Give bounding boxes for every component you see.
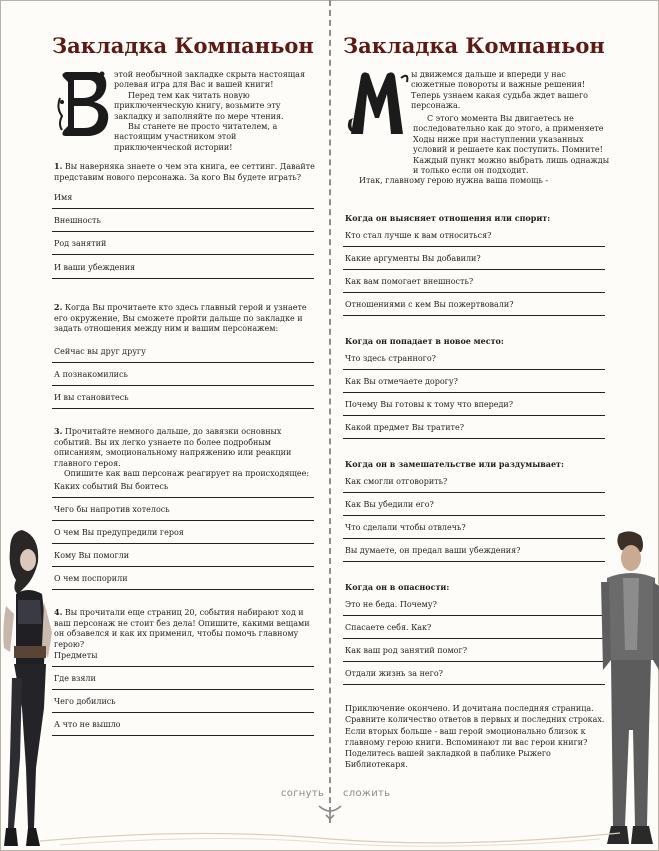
field-confusion-2[interactable]: Как Вы убедили его?	[343, 494, 605, 516]
right-intro-rest: С этого момента Вы двигаетесь не последовательно как до этого, а применяете Ходы ниже при наступлении указанных условий и решаете как поступить. Помните! Каждый пункт можно выбрать лишь однажды и только если он подходит. Итак, главному герою нужна ваша помощь -	[359, 114, 610, 186]
field-fears[interactable]: Каких событий Вы боитесь	[52, 476, 314, 498]
field-dispute-2[interactable]: Какие аргументы Вы добавили?	[343, 248, 605, 270]
field-danger-2[interactable]: Спасаете себя. Как?	[343, 617, 605, 639]
field-met[interactable]: А познакомились	[52, 364, 314, 386]
field-place-1[interactable]: Что здесь странного?	[343, 348, 605, 370]
section-heading-dispute: Когда он выясняет отношения или спорит:	[345, 213, 551, 223]
outro-text: Приключение окончено. И дочитана последняя страница. Сравните количество ответов в первых и последних строках. Если вторых больше - ваш герой эмоционально близок к главному герою книги. Вспоминают ли вас герои книги? Поделитесь вашей закладкой в паблике Рыжего Библиотекаря.	[345, 704, 605, 770]
question-3: 3. Прочитайте немного дальше, до завязки основных событий. Вы их легко узнаете по более подробным описаниям, эмоциональному напряжению или реакции главного героя. Опишите как ваш персонаж реагирует на происходящее:	[54, 426, 310, 479]
section-heading-danger: Когда он в опасности:	[345, 582, 450, 592]
field-occupation[interactable]: Род занятий	[52, 233, 314, 255]
field-confusion-1[interactable]: Как смогли отговорить?	[343, 471, 605, 493]
left-intro: этой необычной закладке скрыта настоящая ролевая игра для Вас и вашей книги! Перед тем как читать новую приключенческую книгу, возьмите эту закладку и заполняйте по мере чтения. Вы станете не просто читателем, а настоящим участником этой приключенческой истории!	[114, 70, 305, 152]
male-character-illustration	[597, 530, 659, 848]
left-title: Закладка Компаньон	[52, 33, 314, 58]
field-where-taken[interactable]: Где взяли	[52, 668, 314, 690]
field-name[interactable]: Имя	[52, 187, 314, 209]
right-title: Закладка Компаньон	[343, 33, 605, 58]
field-items[interactable]: Предметы	[52, 645, 314, 667]
fold-right-label: сложить	[343, 788, 391, 799]
question-1: 1. Вы наверняка знаете о чем эта книга, ее сеттинг. Давайте представим нового персонажа. За кого Вы будете играть?	[54, 161, 315, 182]
question-4: 4. Вы прочитали еще страниц 20, события набирают ход и ваш персонаж не стоит без дела! Опишите, какими вещами он обзавелся и как их применил, чтобы помочь главному герою?	[54, 607, 310, 649]
fold-line	[329, 0, 331, 823]
field-becoming[interactable]: И вы становитесь	[52, 387, 314, 409]
bottom-decorative-swoosh	[0, 821, 659, 851]
dropcap-b-ornament	[56, 68, 112, 140]
field-danger-3[interactable]: Как ваш род занятий помог?	[343, 640, 605, 662]
field-confusion-3[interactable]: Что сделали чтобы отвлечь?	[343, 517, 605, 539]
field-danger-1[interactable]: Это не беда. Почему?	[343, 594, 605, 616]
field-dispute-1[interactable]: Кто стал лучше к вам относиться?	[343, 225, 605, 247]
field-failed[interactable]: А что не вышло	[52, 714, 314, 736]
field-place-4[interactable]: Какой предмет Вы тратите?	[343, 417, 605, 439]
field-place-3[interactable]: Почему Вы готовы к тому что впереди?	[343, 394, 605, 416]
field-dispute-4[interactable]: Отношениями с кем Вы пожертвовали?	[343, 294, 605, 316]
fold-left-label: согнуть	[281, 788, 325, 799]
field-helped[interactable]: Кому Вы помогли	[52, 545, 314, 567]
fold-arrow-icon	[317, 800, 343, 820]
field-beliefs[interactable]: И ваши убеждения	[52, 257, 314, 279]
section-heading-confusion: Когда он в замешательстве или раздумывает:	[345, 459, 564, 469]
field-confusion-4[interactable]: Вы думаете, он предал ваши убеждения?	[343, 540, 605, 562]
right-intro-top: ы движемся дальше и впереди у нас сюжетные повороты и важные решения! Теперь узнаем какая судьба ждет вашего персонажа.	[411, 70, 588, 111]
field-achieved[interactable]: Чего добились	[52, 691, 314, 713]
field-warned[interactable]: О чем Вы предупредили героя	[52, 522, 314, 544]
field-place-2[interactable]: Как Вы отмечаете дорогу?	[343, 371, 605, 393]
section-heading-new-place: Когда он попадает в новое место:	[345, 336, 504, 346]
field-appearance[interactable]: Внешность	[52, 210, 314, 232]
question-2: 2. Когда Вы прочитаете кто здесь главный герой и узнаете его окружение, Вы сможете пройти дальше по закладке и задать отношения между ним и вашим персонажем:	[54, 302, 307, 334]
field-wishes[interactable]: Чего бы напротив хотелось	[52, 499, 314, 521]
field-danger-4[interactable]: Отдали жизнь за него?	[343, 663, 605, 685]
female-character-illustration	[0, 528, 62, 848]
field-argued[interactable]: О чем поспорили	[52, 568, 314, 590]
field-dispute-3[interactable]: Как вам помогает внешность?	[343, 271, 605, 293]
field-relation-now[interactable]: Сейчас вы друг другу	[52, 341, 314, 363]
